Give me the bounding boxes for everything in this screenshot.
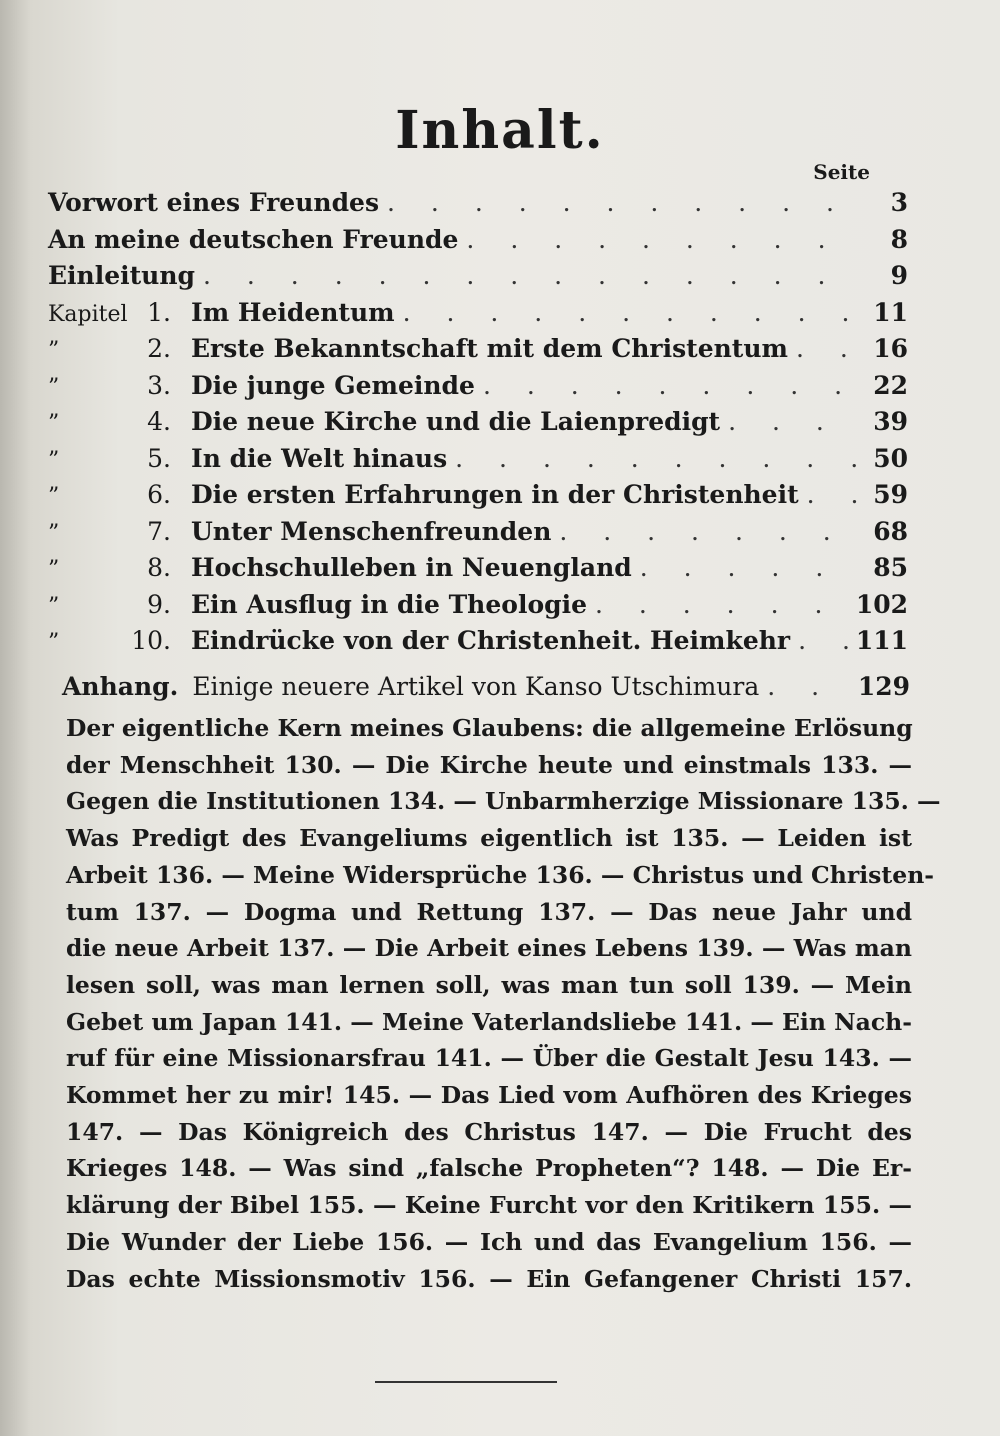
chapter-number: 1. [147,297,171,327]
entry-page: 3 [890,188,908,217]
article-line: klärung der Bibel 155. — Keine Furcht vor den Kritikern 155. — [66,1191,912,1220]
article-line: 147. — Das Königreich des Christus 147. — Die Frucht des [66,1117,912,1146]
chapter-number: 10. [131,626,171,655]
appendix-page: 129 [857,672,910,701]
article-line: ruf für eine Missionarsfrau 141. — Über die Gestalt Jesu 143. — [66,1044,912,1073]
entry-title: Die junge Gemeinde [191,370,475,400]
leader-dots [403,298,860,327]
toc-entry [48,188,908,225]
chapter-number: 6. [147,480,171,509]
entry-prefix: ” [48,484,60,509]
leader-dots [203,261,860,290]
toc-entry [48,371,908,408]
leader-dots [595,590,848,619]
entry-page: 8 [890,224,908,254]
entry-title: Unter Menschenfreunden [191,516,552,546]
entry-page: 50 [873,443,908,473]
entry-page: 68 [873,516,908,546]
entry-title: Ein Ausflug in die Theologie [191,589,587,619]
article-line: Das echte Missionsmotiv 156. — Ein Gefangener Christi 157. [66,1264,912,1293]
leader-dots [387,188,860,217]
table-of-contents [48,188,908,663]
entry-title: Einleitung [48,261,196,290]
entry-page: 85 [873,553,908,582]
article-line: Gegen die Institutionen 134. — Unbarmherzige Missionare 135. — [66,787,941,816]
article-line: Arbeit 136. — Meine Widersprüche 136. — Christus und Christen- [66,860,935,889]
entry-prefix: ” [48,447,60,473]
entry-prefix: ” [48,338,60,363]
entry-page: 102 [855,589,908,619]
entry-title: An meine deutschen Freunde [48,224,459,254]
toc-entry [48,298,908,335]
article-line: Krieges 148. — Was sind „falsche Propheten“? 148. — Die Er- [66,1154,912,1183]
entry-prefix: ” [48,593,60,619]
entry-title: Erste Bekanntschaft mit dem Christentum [191,334,788,363]
appendix-title: Einige neuere Artikel von Kanso Utschimura [192,672,760,701]
entry-title: Vorwort eines Freundes [48,188,380,217]
entry-page: 9 [890,261,908,290]
leader-dots [640,553,860,582]
entry-title: Eindrücke von der Christenheit. Heimkehr [191,626,791,655]
entry-title: Die ersten Erfahrungen in der Christenheit [191,480,799,509]
toc-entry [48,590,908,627]
toc-entry [48,334,908,371]
entry-page: 11 [873,297,908,327]
article-line: Die Wunder der Liebe 156. — Ich und das Evangelium 156. — [66,1227,912,1256]
toc-entry [48,225,908,262]
leader-dots [807,480,860,509]
entry-title: Die neue Kirche und die Laienpredigt [191,407,721,436]
chapter-number: 4. [147,407,171,436]
leader-dots [796,334,860,363]
article-line: lesen soll, was man lernen soll, was man tun soll 139. — Mein [66,970,912,999]
chapter-number: 5. [147,443,171,473]
leader-dots [767,672,850,701]
entry-prefix: ” [48,630,60,655]
entry-prefix: ” [48,411,60,436]
entry-page: 59 [873,480,908,509]
toc-entry [48,261,908,298]
entry-page: 22 [873,370,908,400]
entry-prefix: ” [48,374,60,400]
appendix-articles [66,710,941,1297]
entry-title: Im Heidentum [191,297,395,327]
leader-dots [455,444,860,473]
entry-title: Hochschulleben in Neuengland [191,553,632,582]
toc-entry [48,407,908,444]
entry-page: 111 [855,626,908,655]
leader-dots [798,626,848,655]
article-line: die neue Arbeit 137. — Die Arbeit eines Lebens 139. — Was man [66,934,912,963]
end-rule [375,1381,557,1383]
toc-entry [48,444,908,481]
entry-prefix: ” [48,557,60,582]
chapter-number: 8. [147,553,171,582]
leader-dots [466,225,860,254]
entry-prefix: ” [48,520,60,546]
leader-dots [728,407,860,436]
appendix-label: Anhang. [62,672,179,701]
article-line: der Menschheit 130. — Die Kirche heute und einstmals 133. — [66,750,912,779]
appendix-entry [62,672,910,709]
entry-title: In die Welt hinaus [191,443,448,473]
toc-entry [48,480,908,517]
toc-entry [48,553,908,590]
entry-prefix: Kapitel [48,301,128,327]
article-line: tum 137. — Dogma und Rettung 137. — Das neue Jahr und [66,897,912,926]
chapter-number: 2. [147,334,171,363]
page-title: Inhalt. [395,100,605,161]
article-line: Kommet her zu mir! 145. — Das Lied vom Aufhören des Krieges [66,1081,912,1110]
page-column-header: Seite [813,160,870,184]
article-line: Was Predigt des Evangeliums eigentlich ist 135. — Leiden ist [66,824,912,853]
toc-entry [48,517,908,554]
chapter-number: 7. [147,516,171,546]
leader-dots [483,371,860,400]
leader-dots [559,517,860,546]
entry-page: 16 [873,334,908,363]
chapter-number: 9. [147,589,171,619]
toc-entry [48,626,908,663]
entry-page: 39 [873,407,908,436]
article-line: Der eigentliche Kern meines Glaubens: die allgemeine Erlösung [66,714,913,742]
chapter-number: 3. [147,370,171,400]
article-line: Gebet um Japan 141. — Meine Vaterlandsliebe 141. — Ein Nach- [66,1007,912,1036]
